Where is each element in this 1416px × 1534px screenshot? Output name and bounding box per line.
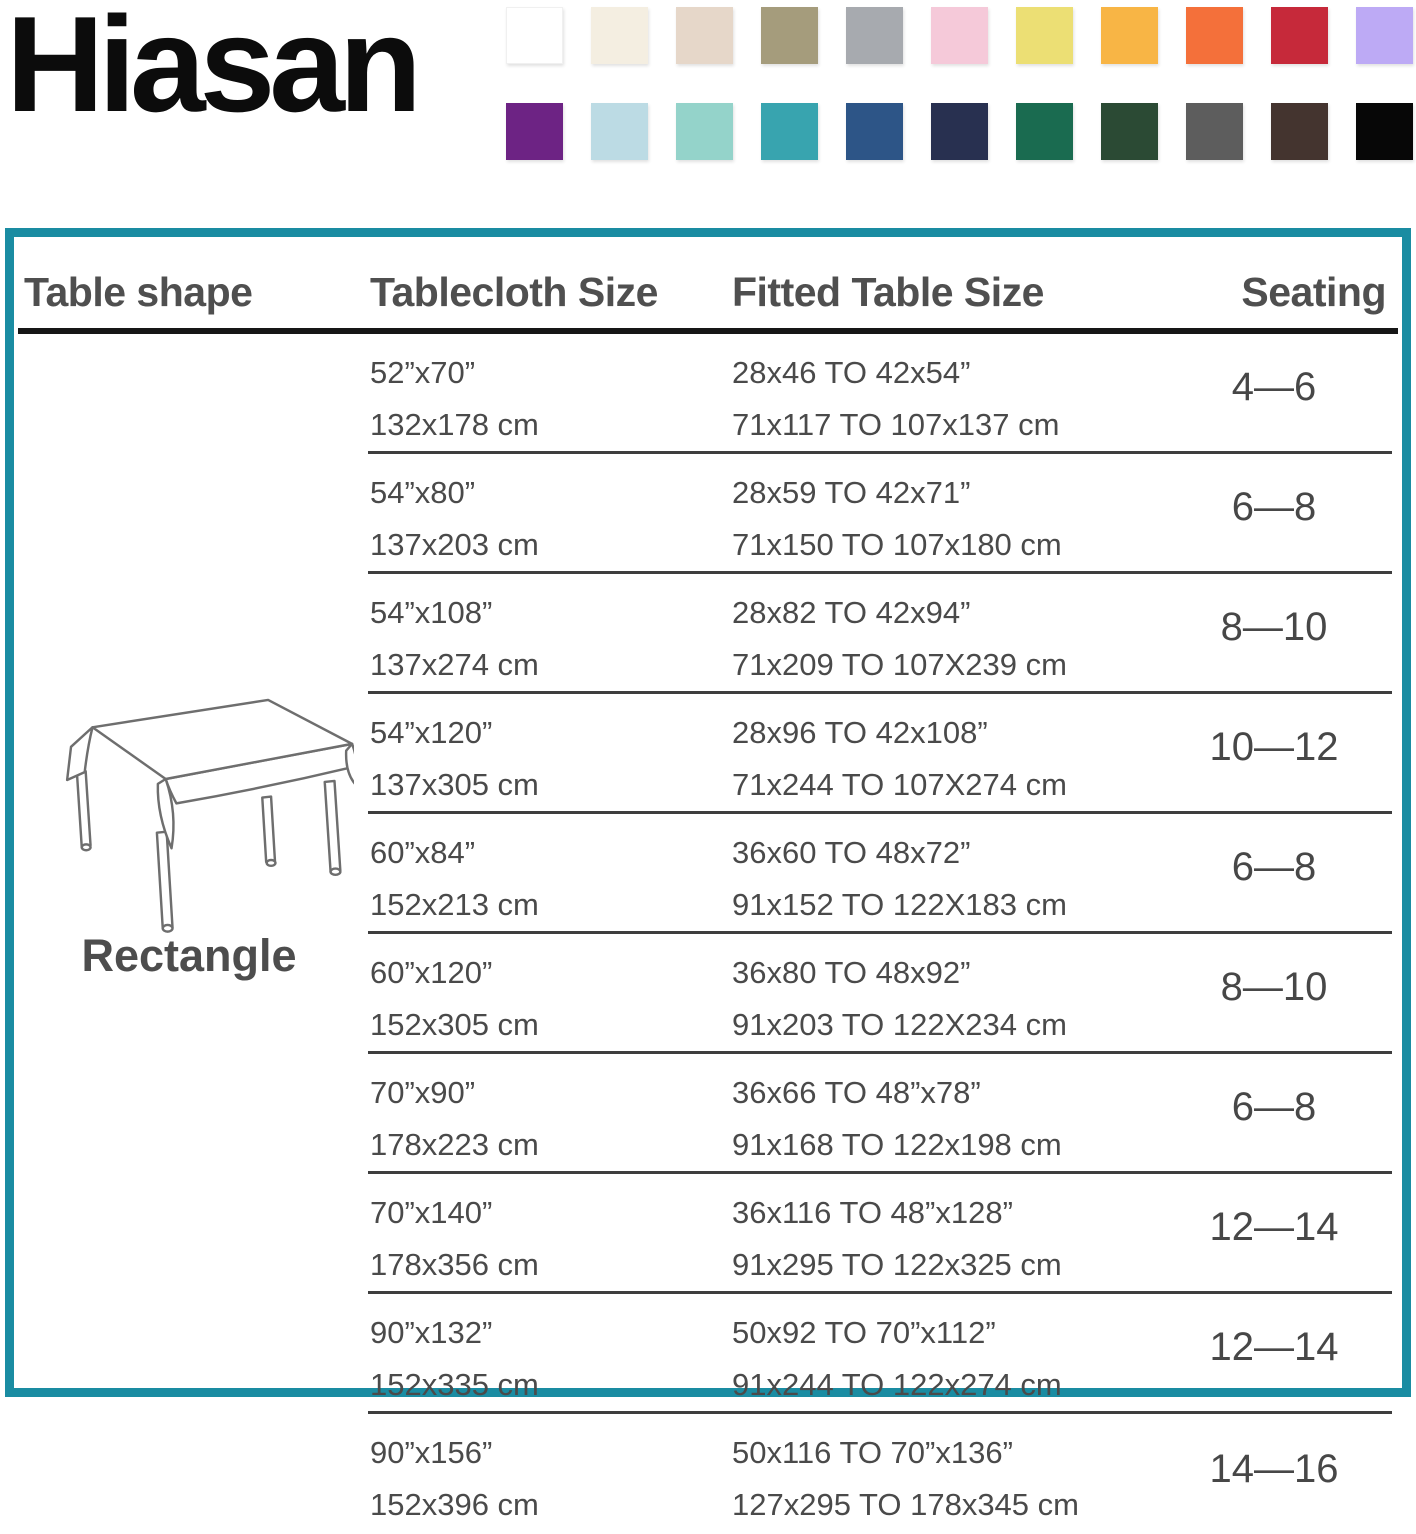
tablecloth-size-cm: 152x305 cm <box>370 1007 539 1042</box>
color-swatch-khaki <box>761 7 818 64</box>
row-8-seating: 12—14 <box>1190 1174 1392 1294</box>
fitted-table-size-inches: 36x80 TO 48x92” <box>732 955 971 990</box>
color-swatch-grey <box>846 7 903 64</box>
row-9-tablecloth-size <box>368 1294 730 1414</box>
tablecloth-size-inches: 60”x84” <box>370 835 476 870</box>
tablecloth-size-inches: 54”x108” <box>370 595 493 630</box>
row-3-seating: 8—10 <box>1190 574 1392 694</box>
tablecloth-size-cm: 152x396 cm <box>370 1487 539 1522</box>
fitted-table-size-cm: 71x117 TO 107x137 cm <box>732 407 1060 442</box>
tablecloth-size-cm: 132x178 cm <box>370 407 539 442</box>
header-tablecloth-size: Tablecloth Size <box>370 269 658 315</box>
size-chart-header-row <box>18 237 1398 334</box>
color-swatch-light-blue <box>591 103 648 160</box>
color-swatch-ivory <box>591 7 648 64</box>
color-swatch-gold <box>1101 7 1158 64</box>
color-swatch-teal <box>761 103 818 160</box>
color-swatch-red <box>1271 7 1328 64</box>
color-swatch-black <box>1356 103 1413 160</box>
tablecloth-size-cm: 152x213 cm <box>370 887 539 922</box>
color-swatch-dark-green <box>1101 103 1158 160</box>
color-swatch-orange <box>1186 7 1243 64</box>
table-shape-cell <box>24 334 368 1534</box>
row-4-fitted-table-size <box>730 694 1190 814</box>
row-1-seating: 4—6 <box>1190 334 1392 454</box>
fitted-table-size-cm: 71x209 TO 107X239 cm <box>732 647 1067 682</box>
fitted-table-size-inches: 36x60 TO 48x72” <box>732 835 971 870</box>
fitted-table-size-inches: 28x96 TO 42x108” <box>732 715 988 750</box>
tablecloth-size-inches: 54”x120” <box>370 715 493 750</box>
fitted-table-size-inches: 28x59 TO 42x71” <box>732 475 971 510</box>
color-swatch-pink <box>931 7 988 64</box>
fitted-table-size-inches: 28x46 TO 42x54” <box>732 355 971 390</box>
tablecloth-size-inches: 90”x156” <box>370 1435 493 1470</box>
row-4-tablecloth-size <box>368 694 730 814</box>
color-swatch-lavender <box>1356 7 1413 64</box>
fitted-table-size-inches: 28x82 TO 42x94” <box>732 595 971 630</box>
header-fitted-table-size: Fitted Table Size <box>732 269 1044 315</box>
row-7-tablecloth-size <box>368 1054 730 1174</box>
row-6-fitted-table-size <box>730 934 1190 1054</box>
fitted-table-size-cm: 127x295 TO 178x345 cm <box>732 1487 1079 1522</box>
fitted-table-size-inches: 36x116 TO 48”x128” <box>732 1195 1013 1230</box>
row-7-fitted-table-size <box>730 1054 1190 1174</box>
color-swatch-white <box>506 7 563 64</box>
row-6-seating: 8—10 <box>1190 934 1392 1054</box>
fitted-table-size-cm: 91x295 TO 122x325 cm <box>732 1247 1062 1282</box>
row-2-tablecloth-size <box>368 454 730 574</box>
color-swatch-grid <box>506 7 1413 160</box>
fitted-table-size-cm: 91x244 TO 122x274 cm <box>732 1367 1062 1402</box>
row-3-fitted-table-size <box>730 574 1190 694</box>
color-swatch-green <box>1016 103 1073 160</box>
tablecloth-size-cm: 178x356 cm <box>370 1247 539 1282</box>
row-9-seating: 12—14 <box>1190 1294 1392 1414</box>
tablecloth-size-inches: 52”x70” <box>370 355 476 390</box>
size-chart-body <box>14 334 1402 1534</box>
row-10-tablecloth-size <box>368 1414 730 1534</box>
fitted-table-size-cm: 91x152 TO 122X183 cm <box>732 887 1067 922</box>
fitted-table-size-cm: 71x150 TO 107x180 cm <box>732 527 1062 562</box>
color-swatch-yellow <box>1016 7 1073 64</box>
fitted-table-size-cm: 71x244 TO 107X274 cm <box>732 767 1067 802</box>
tablecloth-size-inches: 70”x140” <box>370 1195 493 1230</box>
row-1-fitted-table-size <box>730 334 1190 454</box>
row-9-fitted-table-size <box>730 1294 1190 1414</box>
row-5-seating: 6—8 <box>1190 814 1392 934</box>
color-swatch-dark-navy <box>931 103 988 160</box>
tablecloth-size-cm: 178x223 cm <box>370 1127 539 1162</box>
header-seating: Seating <box>1241 269 1386 315</box>
tablecloth-size-inches: 70”x90” <box>370 1075 476 1110</box>
tablecloth-size-inches: 60”x120” <box>370 955 493 990</box>
color-swatch-beige <box>676 7 733 64</box>
fitted-table-size-inches: 36x66 TO 48”x78” <box>732 1075 981 1110</box>
fitted-table-size-cm: 91x203 TO 122X234 cm <box>732 1007 1067 1042</box>
tablecloth-size-inches: 54”x80” <box>370 475 476 510</box>
tablecloth-size-cm: 152x335 cm <box>370 1367 539 1402</box>
table-shape-label: Rectangle <box>81 930 297 981</box>
tablecloth-size-cm: 137x274 cm <box>370 647 539 682</box>
color-swatch-coffee <box>1271 103 1328 160</box>
row-1-tablecloth-size <box>368 334 730 454</box>
row-5-tablecloth-size <box>368 814 730 934</box>
row-5-fitted-table-size <box>730 814 1190 934</box>
row-8-fitted-table-size <box>730 1174 1190 1294</box>
row-10-fitted-table-size <box>730 1414 1190 1534</box>
row-8-tablecloth-size <box>368 1174 730 1294</box>
tablecloth-size-inches: 90”x132” <box>370 1315 493 1350</box>
row-10-seating: 14—16 <box>1209 1446 1339 1491</box>
row-3-tablecloth-size <box>368 574 730 694</box>
header-table-shape: Table shape <box>24 269 253 315</box>
tablecloth-size-cm: 137x305 cm <box>370 767 539 802</box>
row-2-seating: 6—8 <box>1190 454 1392 574</box>
row-7-seating: 6—8 <box>1190 1054 1392 1174</box>
fitted-table-size-inches: 50x116 TO 70”x136” <box>732 1435 1013 1470</box>
row-6-tablecloth-size <box>368 934 730 1054</box>
color-swatch-dark-grey <box>1186 103 1243 160</box>
color-swatch-purple <box>506 103 563 160</box>
color-swatch-aqua <box>676 103 733 160</box>
rectangle-table-icon <box>32 686 354 952</box>
color-swatch-navy-blue <box>846 103 903 160</box>
row-4-seating: 10—12 <box>1190 694 1392 814</box>
tablecloth-size-cm: 137x203 cm <box>370 527 539 562</box>
row-2-fitted-table-size <box>730 454 1190 574</box>
size-chart <box>5 228 1411 1522</box>
fitted-table-size-inches: 50x92 TO 70”x112” <box>732 1315 996 1350</box>
fitted-table-size-cm: 91x168 TO 122x198 cm <box>732 1127 1062 1162</box>
brand-logo: Hiasan <box>6 0 416 140</box>
